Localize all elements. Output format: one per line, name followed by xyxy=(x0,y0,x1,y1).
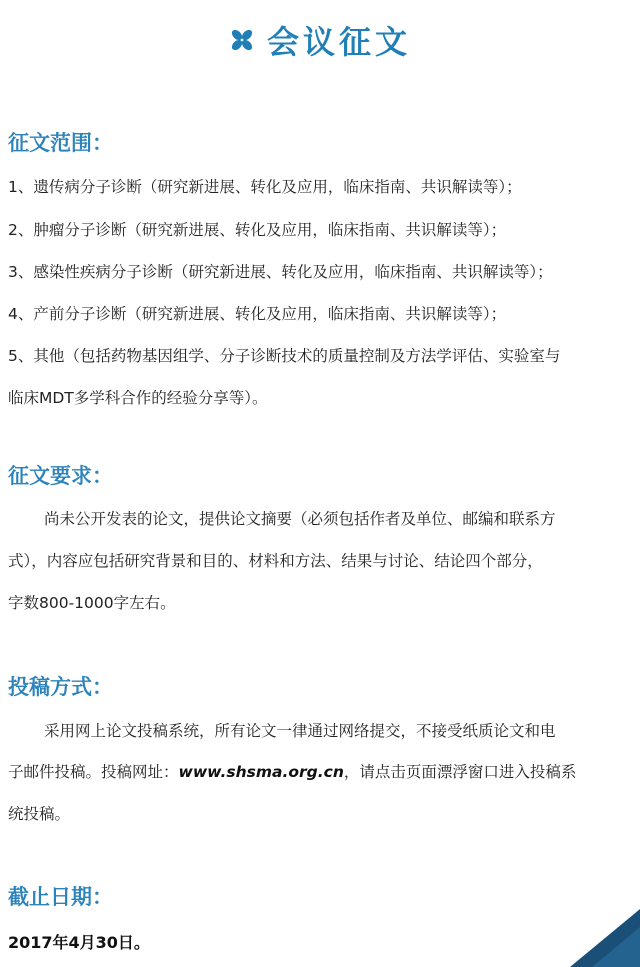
section-heading-submission: 投稿方式： xyxy=(8,675,113,699)
page-title: 会议征文 xyxy=(266,23,411,61)
scope-item: 3、感染性疾病分子诊断（研究新进展、转化及应用，临床指南、共识解读等）； xyxy=(8,263,553,281)
submission-line: 统投稿。 xyxy=(8,805,71,823)
submission-line-suffix: ，请点击页面漂浮窗口进入投稿系 xyxy=(343,763,577,781)
section-heading-scope: 征文范围： xyxy=(8,131,113,155)
submission-line-prefix: 子邮件投稿。投稿网址： xyxy=(8,763,179,781)
section-heading-deadline: 截止日期： xyxy=(8,885,113,909)
page-title-bar xyxy=(0,14,640,66)
deadline-date: 2017年4月30日。 xyxy=(8,933,150,952)
scope-item: 5、其他（包括药物基因组学、分子诊断技术的质量控制及方法学评估、实验室与 xyxy=(8,347,561,365)
scope-item: 临床MDT多学科合作的经验分享等）。 xyxy=(8,389,268,407)
scope-item: 1、遗传病分子诊断（研究新进展、转化及应用，临床指南、共识解读等）； xyxy=(8,178,522,196)
scope-item: 2、肿瘤分子诊断（研究新进展、转化及应用，临床指南、共识解读等）； xyxy=(8,221,507,239)
requirements-line: 式），内容应包括研究背景和目的、材料和方法、结果与讨论、结论四个部分， xyxy=(8,552,543,570)
submission-url-link[interactable]: www.shsma.org.cn xyxy=(178,763,344,781)
submission-line: 采用网上论文投稿系统，所有论文一律通过网络提交，不接受纸质论文和电 xyxy=(44,722,556,740)
four-petal-icon xyxy=(229,27,255,53)
corner-triangle-decoration xyxy=(570,909,640,967)
scope-item: 4、产前分子诊断（研究新进展、转化及应用，临床指南、共识解读等）； xyxy=(8,305,507,323)
requirements-line: 尚未公开发表的论文，提供论文摘要（必须包括作者及单位、邮编和联系方 xyxy=(44,510,556,528)
requirements-line: 字数800-1000字左右。 xyxy=(8,594,176,612)
submission-line-with-url xyxy=(8,762,633,782)
section-heading-requirements: 征文要求： xyxy=(8,464,113,488)
